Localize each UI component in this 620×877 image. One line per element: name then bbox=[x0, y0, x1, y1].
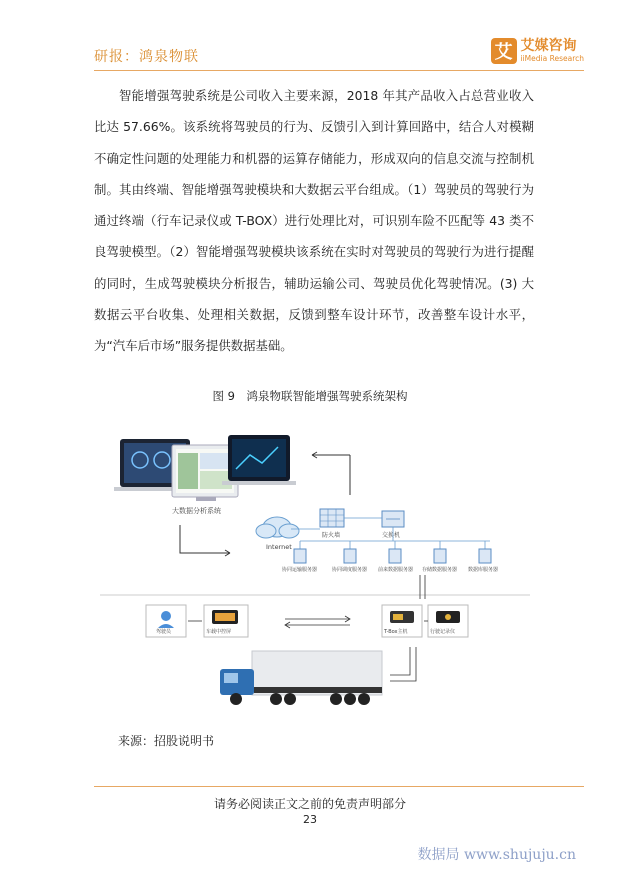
arrow-to-internet bbox=[180, 525, 230, 553]
bigdata-system-label: 大数据分析系统 bbox=[172, 507, 221, 515]
server-label: 前来数据服务器 bbox=[378, 567, 414, 573]
server-icon bbox=[389, 549, 401, 563]
server-icon bbox=[294, 549, 306, 563]
architecture-diagram bbox=[100, 425, 530, 720]
architecture-figure bbox=[100, 425, 530, 720]
arrow-to-truck bbox=[390, 647, 410, 675]
internet-label: Internet bbox=[266, 543, 292, 551]
page-number: 23 bbox=[303, 813, 317, 826]
footer-divider bbox=[94, 786, 584, 787]
truck-icon bbox=[220, 651, 382, 705]
figure-caption: 图 9 鸿泉物联智能增强驾驶系统架构 bbox=[212, 389, 408, 403]
switch-icon bbox=[382, 511, 404, 527]
arrowheads bbox=[285, 616, 350, 628]
server-label: 协同运输服务器 bbox=[282, 567, 318, 573]
recorder-label: 行驶记录仪 bbox=[430, 629, 456, 635]
logo-mark-icon: 艾 bbox=[491, 38, 517, 64]
cloud-icon bbox=[256, 517, 299, 538]
report-title: 研报：鸿泉物联 bbox=[94, 49, 199, 65]
logo-cn: 艾媒咨询 bbox=[520, 38, 577, 55]
page-header bbox=[94, 40, 584, 66]
body-paragraph: 智能增强驾驶系统是公司收入主要来源，2018 年其产品收入占总营业收入比达 57.66%。该系统将驾驶员的行为、反馈引入到计算回路中，结合人对模糊不确定性问题的处理能力和机器的运算存储能力，形成双向的信息交流与控制机制。其由终端、智能增强驾驶模块和大数据云平台组成。（1）驾驶员的驾驶行为通过终端（行车记录仪或 T-BOX）进行处理比对，可识别车险不匹配等 43 类不良驾驶模型。（2）智能增强驾驶模块该系统在实时对驾驶员的驾驶行为进行提醒的同时，生成驾驶模块分析报告，辅助运输公司、驾驶员优化驾驶情况。(3) 大数据云平台收集、处理相关数据，反馈到整车设计环节，改善整车设计水平，为“汽车后市场”服务提供数据基础。 bbox=[94, 88, 534, 354]
watermark: 数据局 www.shujuju.cn bbox=[417, 847, 576, 863]
body-text bbox=[94, 80, 534, 362]
onboard-camera-label: 车载中控屏 bbox=[206, 629, 232, 635]
arrow-from-truck bbox=[390, 647, 416, 681]
bidirectional-arrow bbox=[285, 619, 350, 625]
server-icon bbox=[434, 549, 446, 563]
source-note: 来源：招股说明书 bbox=[118, 734, 215, 748]
server-label: 协同调度服务器 bbox=[332, 567, 368, 573]
iimedia-logo bbox=[491, 38, 584, 64]
tbox-label: T-Box主机 bbox=[384, 629, 408, 635]
logo-en: iiMedia Research bbox=[520, 54, 584, 64]
server-icon bbox=[344, 549, 356, 563]
laptop-right-icon bbox=[222, 435, 296, 485]
header-divider bbox=[94, 70, 584, 71]
firewall-icon bbox=[320, 509, 344, 527]
driver-label: 驾驶员 bbox=[156, 629, 172, 635]
server-icon bbox=[479, 549, 491, 563]
disclaimer-note: 请务必阅读正文之前的免责声明部分 bbox=[213, 797, 406, 811]
firewall-label: 防火墙 bbox=[322, 532, 341, 539]
switch-label: 交换机 bbox=[382, 532, 401, 539]
server-label: 存储数据服务器 bbox=[422, 567, 458, 573]
server-label: 数据库服务器 bbox=[468, 567, 499, 573]
